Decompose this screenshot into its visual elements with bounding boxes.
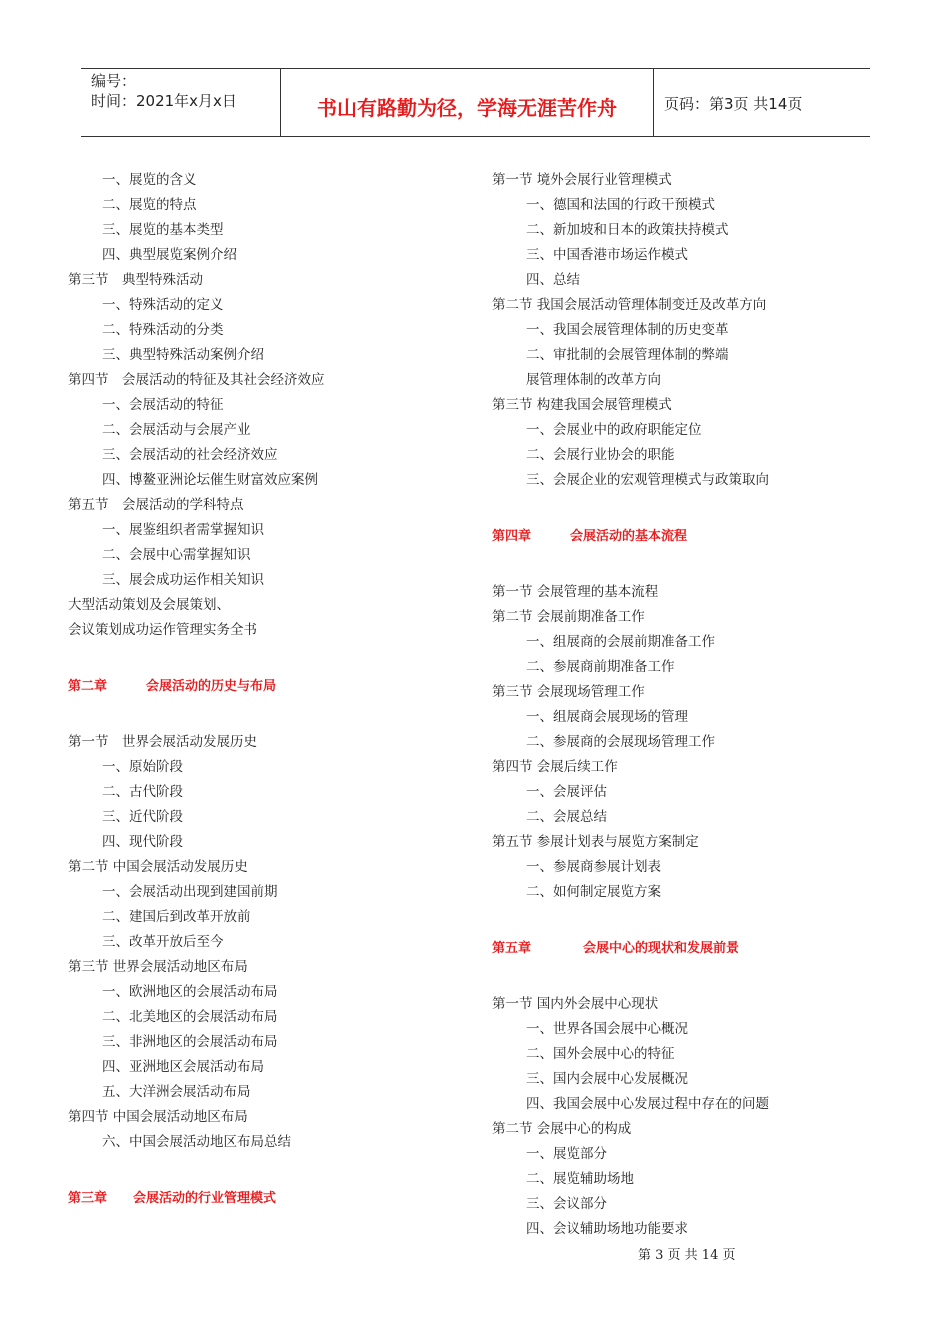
toc-item: 一、我国会展管理体制的历史变革: [526, 322, 729, 338]
toc-item: 四、我国会展中心发展过程中存在的问题: [526, 1096, 769, 1112]
toc-item: 五、大洋洲会展活动布局: [102, 1084, 251, 1100]
toc-item: 三、会展活动的社会经济效应: [102, 447, 278, 463]
toc-item: 一、组展商的会展前期准备工作: [526, 634, 715, 650]
toc-item: 四、博鳌亚洲论坛催生财富效应案例: [102, 472, 318, 488]
chapter-heading: 第三章 会展活动的行业管理模式: [68, 1191, 277, 1206]
toc-item: 四、典型展览案例介绍: [102, 247, 237, 263]
section-heading: 第二节 会展中心的构成: [492, 1121, 632, 1137]
toc-item: 一、德国和法国的行政干预模式: [526, 197, 715, 213]
toc-item: 二、展览的特点: [102, 197, 197, 213]
number-label: 编号：: [91, 72, 137, 90]
section-heading: 第四节 会展活动的特征及其社会经济效应: [68, 372, 325, 388]
toc-item: 二、新加坡和日本的政策扶持模式: [526, 222, 729, 238]
toc-item: 二、国外会展中心的特征: [526, 1046, 675, 1062]
toc-item: 一、欧洲地区的会展活动布局: [102, 984, 278, 1000]
toc-item: 三、近代阶段: [102, 809, 183, 825]
section-heading: 第一节 境外会展行业管理模式: [492, 172, 672, 188]
section-heading: 第四节 中国会展活动地区布局: [68, 1109, 248, 1125]
page-footer: 第 3 页 共 14 页: [638, 1248, 736, 1263]
section-heading: 大型活动策划及会展策划、: [68, 597, 230, 613]
toc-item: 二、会展总结: [526, 809, 607, 825]
section-heading: 第五节 会展活动的学科特点: [68, 497, 244, 513]
header-meta: [81, 69, 281, 136]
toc-item: 二、建国后到改革开放前: [102, 909, 251, 925]
toc-item: 三、会展企业的宏观管理模式与政策取向: [526, 472, 769, 488]
spacer: [492, 493, 892, 524]
toc-item: 二、会展中心需掌握知识: [102, 547, 251, 563]
toc-item: 六、中国会展活动地区布局总结: [102, 1134, 291, 1150]
toc-item: 二、参展商前期准备工作: [526, 659, 675, 675]
section-heading: 第五节 参展计划表与展览方案制定: [492, 834, 699, 850]
toc-item: 一、会展业中的政府职能定位: [526, 422, 702, 438]
spacer: [492, 549, 892, 580]
section-heading: 第一节 会展管理的基本流程: [492, 584, 659, 600]
section-heading: 第二节 中国会展活动发展历史: [68, 859, 248, 875]
toc-right-column: [492, 168, 892, 1242]
spacer: [68, 643, 468, 674]
toc-item: 四、现代阶段: [102, 834, 183, 850]
spacer: [68, 1155, 468, 1186]
header-motto: 书山有路勤为径，学海无涯苦作舟: [281, 69, 654, 136]
toc-item: 三、会议部分: [526, 1196, 607, 1212]
toc-item: 二、参展商的会展现场管理工作: [526, 734, 715, 750]
toc-item: 一、原始阶段: [102, 759, 183, 775]
toc-item: 二、审批制的会展管理体制的弊端: [526, 347, 729, 363]
section-heading: 第三节 会展现场管理工作: [492, 684, 645, 700]
toc-item: 三、非洲地区的会展活动布局: [102, 1034, 278, 1050]
section-heading: 第二节 我国会展活动管理体制变迁及改革方向: [492, 297, 767, 313]
time-label: 时间：2021年x月x日: [91, 92, 237, 110]
toc-item: 一、特殊活动的定义: [102, 297, 224, 313]
toc-item: 二、如何制定展览方案: [526, 884, 661, 900]
toc-item: 一、展鉴组织者需掌握知识: [102, 522, 264, 538]
section-heading: 会议策划成功运作管理实务全书: [68, 622, 257, 638]
spacer: [492, 905, 892, 936]
toc-item: 一、展览部分: [526, 1146, 607, 1162]
toc-item: 四、总结: [526, 272, 580, 288]
toc-item: 一、组展商会展现场的管理: [526, 709, 688, 725]
toc-item: 三、展览的基本类型: [102, 222, 224, 238]
toc-item: 一、会展活动出现到建国前期: [102, 884, 278, 900]
section-heading: 第一节 国内外会展中心现状: [492, 996, 659, 1012]
section-heading: 第三节 典型特殊活动: [68, 272, 203, 288]
section-heading: 第三节 构建我国会展管理模式: [492, 397, 672, 413]
toc-item: 四、会议辅助场地功能要求: [526, 1221, 688, 1237]
chapter-heading: 第二章 会展活动的历史与布局: [68, 679, 277, 694]
toc-item: 三、国内会展中心发展概况: [526, 1071, 688, 1087]
toc-item: 一、展览的含义: [102, 172, 197, 188]
chapter-heading: 第五章 会展中心的现状和发展前景: [492, 941, 740, 956]
toc-item: 展管理体制的改革方向: [526, 372, 661, 388]
toc-item: 三、展会成功运作相关知识: [102, 572, 264, 588]
chapter-heading: 第四章 会展活动的基本流程: [492, 529, 688, 544]
section-heading: 第四节 会展后续工作: [492, 759, 618, 775]
toc-item: 三、改革开放后至今: [102, 934, 224, 950]
toc-item: 四、亚洲地区会展活动布局: [102, 1059, 264, 1075]
section-heading: 第二节 会展前期准备工作: [492, 609, 645, 625]
toc-item: 二、北美地区的会展活动布局: [102, 1009, 278, 1025]
header-page-info: 页码：第3页 共14页: [664, 95, 803, 113]
spacer: [492, 961, 892, 992]
toc-item: 一、会展活动的特征: [102, 397, 224, 413]
section-heading: 第一节 世界会展活动发展历史: [68, 734, 257, 750]
section-heading: 第三节 世界会展活动地区布局: [68, 959, 248, 975]
spacer: [68, 699, 468, 730]
toc-item: 一、世界各国会展中心概况: [526, 1021, 688, 1037]
toc-left-column: [68, 168, 468, 1211]
toc-item: 三、中国香港市场运作模式: [526, 247, 688, 263]
toc-item: 二、会展行业协会的职能: [526, 447, 675, 463]
toc-item: 二、会展活动与会展产业: [102, 422, 251, 438]
toc-item: 二、展览辅助场地: [526, 1171, 634, 1187]
page-header: [81, 68, 870, 137]
toc-item: 一、会展评估: [526, 784, 607, 800]
toc-item: 二、特殊活动的分类: [102, 322, 224, 338]
toc-item: 三、典型特殊活动案例介绍: [102, 347, 264, 363]
toc-item: 一、参展商参展计划表: [526, 859, 661, 875]
toc-item: 二、古代阶段: [102, 784, 183, 800]
